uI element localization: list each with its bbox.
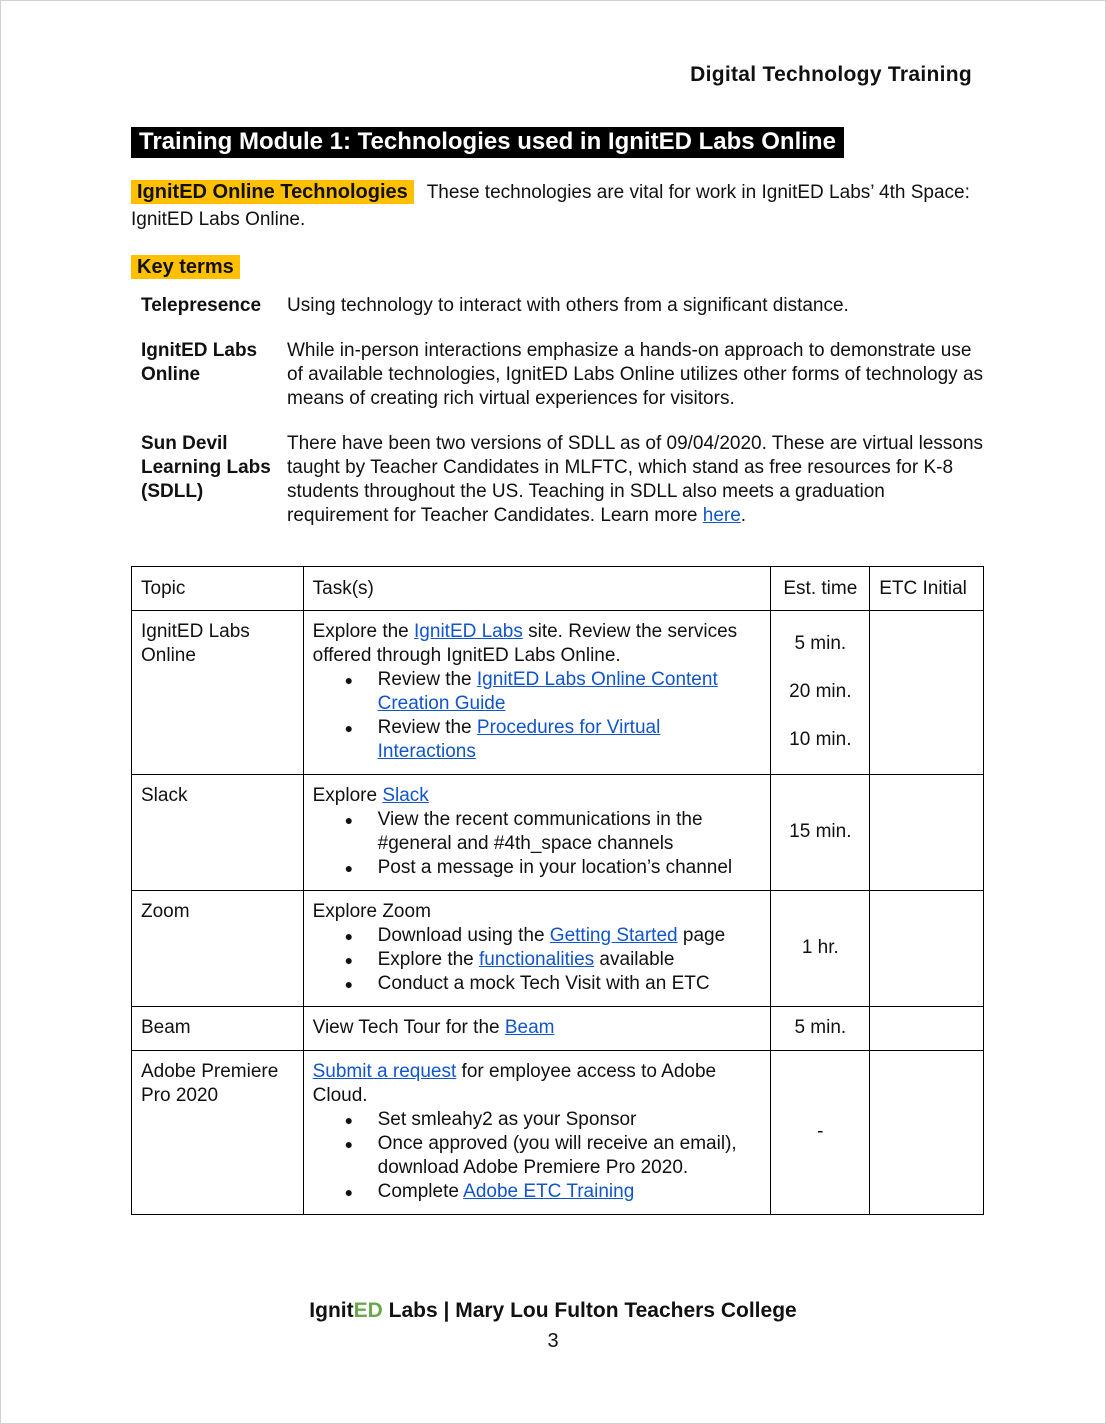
time-cell: -: [771, 1051, 870, 1215]
training-tasks-table: [131, 566, 984, 1215]
tasks-cell: Explore Slack ● View the recent communications in the #general and #4th_space channels ● Post a message in your location’s channel: [303, 775, 771, 891]
list-item: ● Review the IgnitED Labs Online Content Creation Guide: [378, 668, 762, 716]
term-row: [141, 294, 991, 318]
etc-initial-cell[interactable]: [870, 611, 984, 775]
etc-initial-cell[interactable]: [870, 1007, 984, 1051]
topic-cell: Adobe Premiere Pro 2020: [132, 1051, 304, 1215]
tasks-cell: Explore the IgnitED Labs site. Review the services offered through IgnitED Labs Online. ● Review the IgnitED Labs Online Content Creation Guide ● Review the Procedures for Virtual Interactions: [303, 611, 771, 775]
table-row: [132, 1051, 984, 1215]
topic-cell: Beam: [132, 1007, 304, 1051]
etc-initial-cell[interactable]: [870, 1051, 984, 1215]
learn-more-link[interactable]: here: [702, 505, 741, 526]
header-topic: Topic: [132, 567, 304, 611]
module-title: Training Module 1: Technologies used in IgnitED Labs Online: [131, 127, 844, 158]
term-name: IgnitED Labs Online: [141, 340, 258, 385]
topic-cell: Slack: [132, 775, 304, 891]
tasks-cell: Explore Zoom ● Download using the Getting Started page ● Explore the functionalities available ● Conduct a mock Tech Visit with an ETC: [303, 891, 771, 1007]
intro-text: These technologies are vital for work in IgnitED Labs’ 4th Space: IgnitED Labs Online.: [131, 182, 970, 230]
virtual-interactions-procedures-link[interactable]: Procedures for Virtual Interactions: [377, 717, 661, 762]
term-definition: Using technology to interact with others from a significant distance.: [287, 295, 849, 316]
list-item: ● Download using the Getting Started page: [378, 924, 762, 948]
etc-initial-cell[interactable]: [870, 891, 984, 1007]
term-definition: There have been two versions of SDLL as of 09/04/2020. These are virtual lessons taught by Teacher Candidates in MLFTC, which stand as free resources for K-8 students throughout the US. Teaching in SDLL also meets a graduation requirement for Teacher Candidates. Learn more here.: [287, 433, 984, 526]
table-row: [132, 611, 984, 775]
intro-highlight: IgnitED Online Technologies: [131, 180, 414, 204]
topic-cell: IgnitED Labs Online: [132, 611, 304, 775]
term-row: [141, 339, 991, 411]
key-terms-list: [141, 294, 991, 549]
table-row: [132, 891, 984, 1007]
time-cell: 5 min. 20 min. 10 min.: [771, 611, 870, 775]
adobe-etc-training-link[interactable]: Adobe ETC Training: [463, 1181, 635, 1202]
tasks-cell: Submit a request for employee access to Adobe Cloud. ● Set smleahy2 as your Sponsor ● Once approved (you will receive an email), download Adobe Premiere Pro 2020. ● Complete Adobe ETC Training: [303, 1051, 771, 1215]
list-item: ● Post a message in your location’s channel: [378, 856, 762, 880]
time-cell: 15 min.: [771, 775, 870, 891]
time-cell: 1 hr.: [771, 891, 870, 1007]
term-name: Sun Devil Learning Labs (SDLL): [141, 433, 271, 502]
content-creation-guide-link[interactable]: IgnitED Labs Online Content Creation Guide: [377, 669, 718, 714]
term-row: [141, 432, 991, 528]
ignited-labs-link[interactable]: IgnitED Labs: [414, 621, 523, 642]
list-item: ● Review the Procedures for Virtual Interactions: [378, 716, 762, 764]
slack-link[interactable]: Slack: [382, 785, 429, 806]
table-header-row: [132, 567, 984, 611]
page-number: 3: [547, 1330, 559, 1352]
submit-request-link[interactable]: Submit a request: [312, 1061, 457, 1082]
beam-link[interactable]: Beam: [504, 1017, 555, 1038]
time-cell: 5 min.: [771, 1007, 870, 1051]
table-row: [132, 775, 984, 891]
term-definition: While in-person interactions emphasize a hands-on approach to demonstrate use of available technologies, IgnitED Labs Online utilizes other forms of technology as means of creating rich virtual experiences for visitors.: [287, 340, 984, 409]
topic-cell: Zoom: [132, 891, 304, 1007]
document-header-title: Digital Technology Training: [690, 63, 972, 86]
tasks-cell: View Tech Tour for the Beam: [303, 1007, 771, 1051]
etc-initial-cell[interactable]: [870, 775, 984, 891]
document-footer: IgnitED Labs | Mary Lou Fulton Teachers College: [309, 1299, 797, 1322]
header-etc-initial: ETC Initial: [870, 567, 984, 611]
list-item: ● Once approved (you will receive an email), download Adobe Premiere Pro 2020.: [378, 1132, 762, 1180]
functionalities-link[interactable]: functionalities: [479, 949, 595, 970]
key-terms-label: Key terms: [131, 254, 240, 282]
list-item: ● View the recent communications in the #general and #4th_space channels: [378, 808, 762, 856]
term-name: Telepresence: [141, 295, 262, 316]
list-item: ● Explore the functionalities available: [378, 948, 762, 972]
table-row: [132, 1007, 984, 1051]
intro-paragraph: [131, 179, 981, 233]
list-item: ● Conduct a mock Tech Visit with an ETC: [378, 972, 762, 996]
header-est-time: Est. time: [771, 567, 870, 611]
getting-started-link[interactable]: Getting Started: [549, 925, 678, 946]
list-item: ● Complete Adobe ETC Training: [378, 1180, 762, 1204]
header-tasks: Task(s): [303, 567, 771, 611]
list-item: ● Set smleahy2 as your Sponsor: [378, 1108, 762, 1132]
